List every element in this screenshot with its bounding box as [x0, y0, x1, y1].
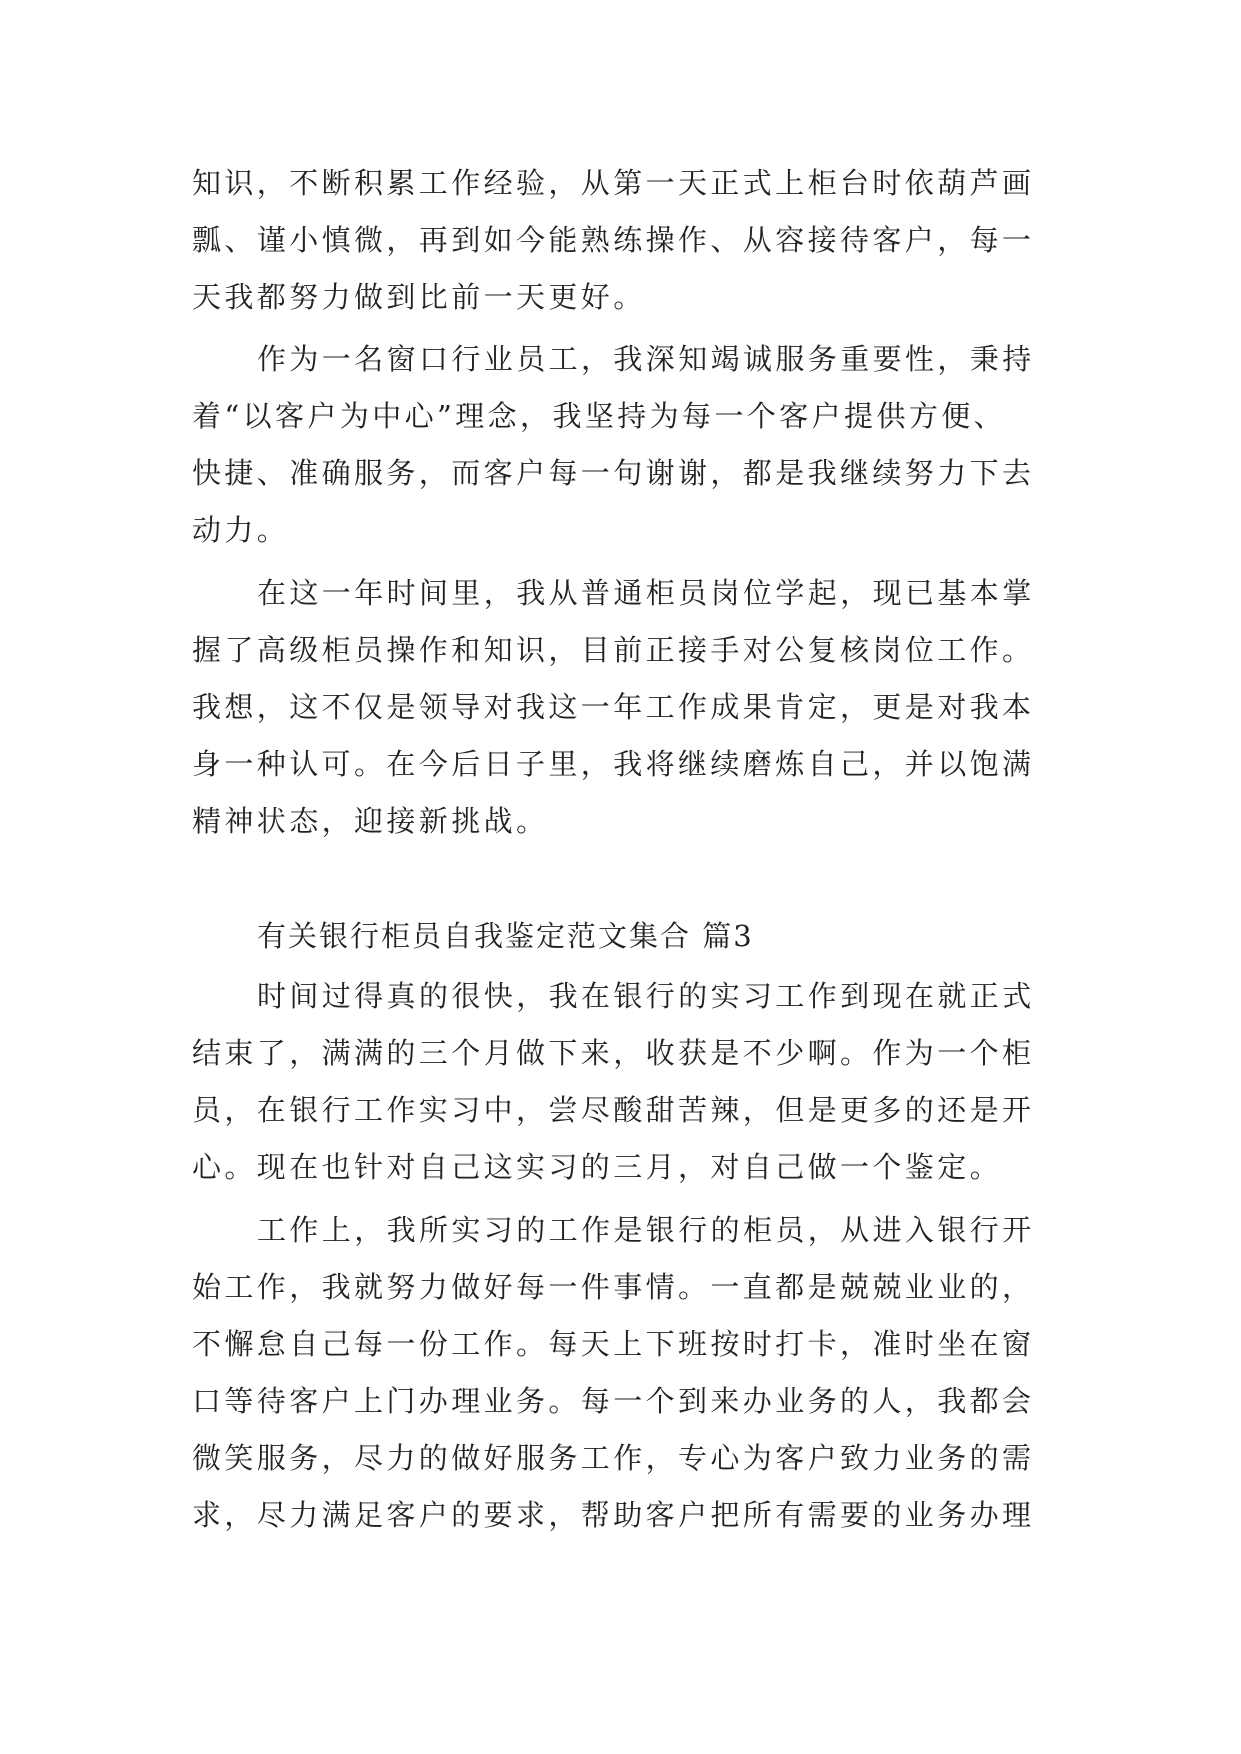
paragraph-line: 微笑服务，尽力的做好服务工作，专心为客户致力业务的需 — [192, 1441, 1035, 1475]
paragraph-line: 在这一年时间里，我从普通柜员岗位学起，现已基本掌 — [257, 576, 1035, 610]
paragraph-line: 口等待客户上门办理业务。每一个到来办业务的人，我都会 — [192, 1384, 1035, 1418]
paragraph-line: 不懈怠自己每一份工作。每天上下班按时打卡，准时坐在窗 — [192, 1327, 1035, 1361]
paragraph-line: 握了高级柜员操作和知识，目前正接手对公复核岗位工作。 — [192, 633, 1035, 667]
paragraph-line: 天我都努力做到比前一天更好。 — [192, 280, 646, 314]
paragraph-line: 动力。 — [192, 513, 290, 547]
paragraph-line: 员，在银行工作实习中，尝尽酸甜苦辣，但是更多的还是开 — [192, 1093, 1035, 1127]
paragraph-line: 快捷、准确服务，而客户每一句谢谢，都是我继续努力下去 — [192, 456, 1035, 490]
paragraph-line: 知识，不断积累工作经验，从第一天正式上柜台时依葫芦画 — [192, 166, 1035, 200]
paragraph-line: 我想，这不仅是领导对我这一年工作成果肯定，更是对我本 — [192, 690, 1035, 724]
section-heading: 有关银行柜员自我鉴定范文集合 篇3 — [257, 919, 754, 953]
paragraph-line: 始工作，我就努力做好每一件事情。一直都是兢兢业业的， — [192, 1270, 1035, 1304]
paragraph-line: 着“以客户为中心”理念，我坚持为每一个客户提供方便、 — [192, 399, 1007, 433]
paragraph-line: 工作上，我所实习的工作是银行的柜员，从进入银行开 — [257, 1213, 1035, 1247]
paragraph-line: 求，尽力满足客户的要求，帮助客户把所有需要的业务办理 — [192, 1498, 1035, 1532]
paragraph-line: 精神状态，迎接新挑战。 — [192, 804, 549, 838]
paragraph-line: 身一种认可。在今后日子里，我将继续磨炼自己，并以饱满 — [192, 747, 1035, 781]
paragraph-line: 时间过得真的很快，我在银行的实习工作到现在就正式 — [257, 979, 1035, 1013]
paragraph-line: 瓢、谨小慎微，再到如今能熟练操作、从容接待客户，每一 — [192, 223, 1035, 257]
paragraph-line: 作为一名窗口行业员工，我深知竭诚服务重要性，秉持 — [257, 342, 1035, 376]
paragraph-line: 心。现在也针对自己这实习的三月，对自己做一个鉴定。 — [192, 1150, 1003, 1184]
paragraph-line: 结束了，满满的三个月做下来，收获是不少啊。作为一个柜 — [192, 1036, 1035, 1070]
